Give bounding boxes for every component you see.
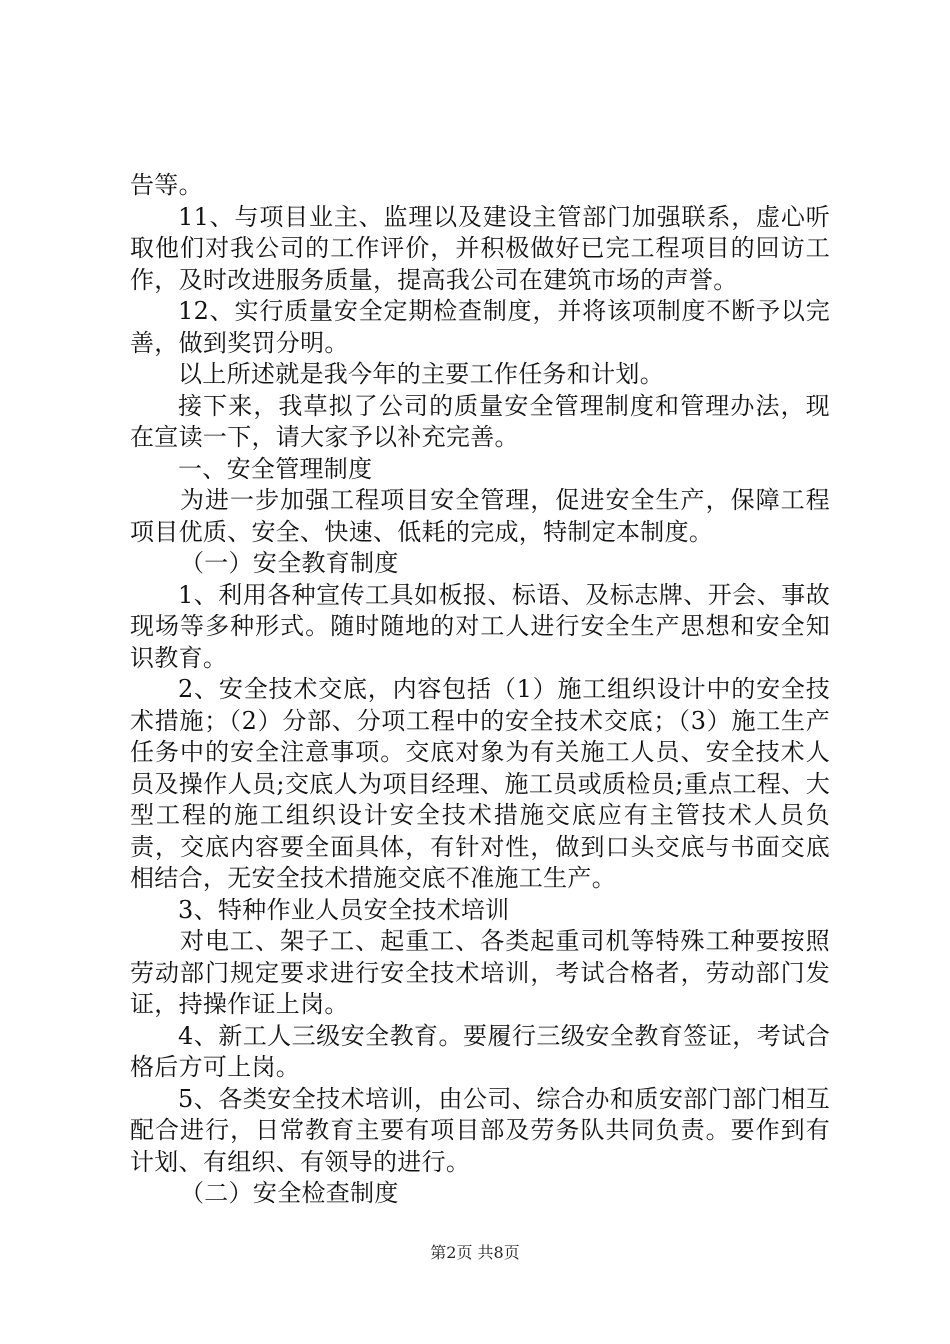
- paragraph-continuation: 告等。: [130, 171, 203, 199]
- section-heading-safety-management: 一、安全管理制度: [178, 454, 373, 483]
- paragraph-summary: 以上所述就是我今年的主要工作任务和计划。: [178, 360, 664, 388]
- paragraph-education-2: 2、安全技术交底，内容包括（1）施工组织设计中的安全技术措施；（2）分部、分项工程中的安全技术交底；（3）施工生产任务中的安全注意事项。交底对象为有关施工人员、安全技术人员及操作人员;交底人为项目经理、施工员或质检员;重点工程、大型工程的施工组织设计安全技术措施交底应有主管技术人员负责，交底内容要全面具体，有针对性，做到口头交底与书面交底相结合，无安全技术措施交底不准施工生产。: [130, 675, 830, 892]
- paragraph-section-purpose: 为进一步加强工程项目安全管理，促进安全生产，保障工程项目优质、安全、快速、低耗的完成，特制定本制度。: [130, 486, 830, 546]
- subsection-heading-safety-inspection: （二）安全检查制度: [180, 1179, 399, 1207]
- paragraph-intro: 接下来，我草拟了公司的质量安全管理制度和管理办法，现在宣读一下，请大家予以补充完善。: [130, 391, 830, 451]
- paragraph-education-1: 1、利用各种宣传工具如板报、标语、及标志牌、开会、事故现场等多种形式。随时随地的对工人进行安全生产思想和安全知识教育。: [130, 580, 830, 672]
- page-footer: 第2页 共8页: [430, 1243, 520, 1262]
- paragraph-education-3-body: 对电工、架子工、起重工、各类起重司机等特殊工种要按照劳动部门规定要求进行安全技术培训，考试合格者，劳动部门发证，持操作证上岗。: [130, 927, 830, 1018]
- paragraph-education-5: 5、各类安全技术培训，由公司、综合办和质安部门部门相互配合进行，日常教育主要有项目部及劳务队共同负责。要作到有计划、有组织、有领导的进行。: [130, 1084, 830, 1176]
- subsection-heading-safety-education: （一）安全教育制度: [180, 549, 399, 577]
- paragraph-item-12: 12、实行质量安全定期检查制度，并将该项制度不断予以完善，做到奖罚分明。: [130, 297, 830, 357]
- paragraph-item-11: 11、与项目业主、监理以及建设主管部门加强联系，虚心听取他们对我公司的工作评价，并积极做好已完工程项目的回访工作，及时改进服务质量，提高我公司在建筑市场的声誉。: [130, 202, 830, 294]
- paragraph-education-3-heading: 3、特种作业人员安全技术培训: [178, 895, 510, 924]
- paragraph-education-4: 4、新工人三级安全教育。要履行三级安全教育签证，考试合格后方可上岗。: [130, 1021, 830, 1081]
- document-body: [130, 170, 830, 1210]
